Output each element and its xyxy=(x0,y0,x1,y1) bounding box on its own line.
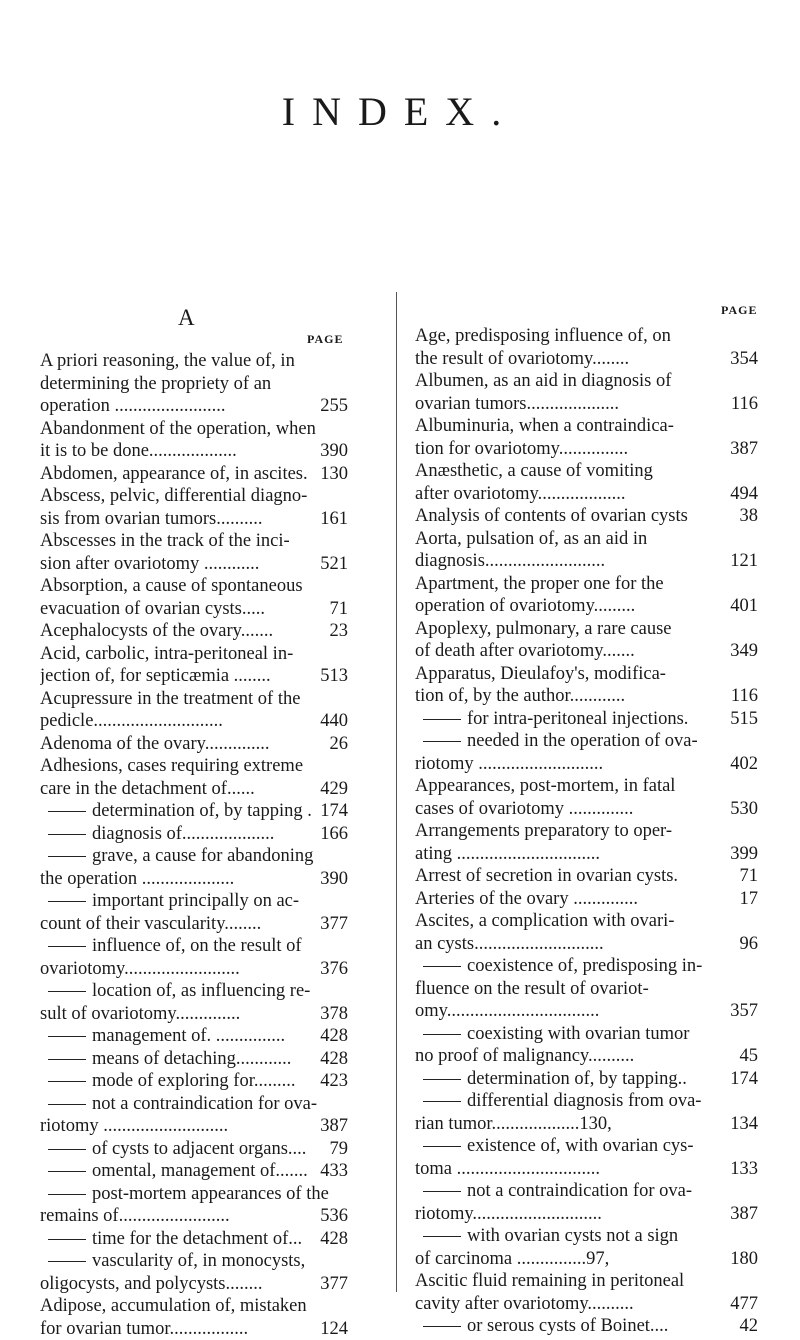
index-entry-line xyxy=(40,485,348,508)
entry-text: care in the detachment of...... xyxy=(40,779,255,799)
index-entry-line xyxy=(415,640,758,663)
index-entry-line xyxy=(40,530,348,553)
repeat-dash xyxy=(48,811,86,812)
index-entry-line xyxy=(40,1183,348,1206)
page-number: 45 xyxy=(740,1045,759,1068)
index-entry-line xyxy=(40,1070,348,1093)
entry-text: count of their vascularity........ xyxy=(40,914,261,934)
repeat-dash xyxy=(48,1171,86,1172)
index-entry-line xyxy=(40,1295,348,1318)
page-number: 124 xyxy=(320,1318,348,1340)
index-entry-line xyxy=(415,1270,758,1293)
repeat-dash xyxy=(48,834,86,835)
index-entry-line xyxy=(40,935,348,958)
entry-text: Absorption, a cause of spontaneous xyxy=(40,576,303,596)
repeat-dash xyxy=(48,1104,86,1105)
entry-text: ovariotomy......................... xyxy=(40,959,240,979)
repeat-dash xyxy=(423,1146,461,1147)
repeat-dash xyxy=(48,1036,86,1037)
page-number: 429 xyxy=(320,778,348,801)
index-entry-line xyxy=(40,373,348,396)
repeat-dash xyxy=(423,1191,461,1192)
repeat-dash xyxy=(423,719,461,720)
repeat-dash xyxy=(48,1261,86,1262)
index-entry-line xyxy=(40,440,348,463)
entry-text: Albumen, as an aid in diagnosis of xyxy=(415,371,671,391)
index-entry-line xyxy=(415,865,758,888)
index-entry-line xyxy=(415,505,758,528)
index-entry-line xyxy=(40,1250,348,1273)
entry-text: Apoplexy, pulmonary, a rare cause xyxy=(415,619,672,639)
page-number: 399 xyxy=(730,843,758,866)
index-entry-line xyxy=(40,1003,348,1026)
page-number: 96 xyxy=(740,933,759,956)
index-entry-line xyxy=(40,1160,348,1183)
entry-text: Aorta, pulsation of, as an aid in xyxy=(415,529,647,549)
index-entry-line xyxy=(415,1068,758,1091)
page-number: 174 xyxy=(730,1068,758,1091)
index-entry-line xyxy=(415,730,758,753)
entry-text: toma ............................... xyxy=(415,1159,600,1179)
repeat-dash xyxy=(48,1239,86,1240)
entry-text: coexistence of, predisposing in- xyxy=(467,956,702,976)
repeat-dash xyxy=(423,741,461,742)
page-column-heading-right: PAGE xyxy=(721,303,757,318)
index-entry-line xyxy=(40,1048,348,1071)
index-entry-line xyxy=(40,575,348,598)
entry-text: riotomy............................ xyxy=(415,1204,602,1224)
index-entry-line xyxy=(40,868,348,891)
index-entry-line xyxy=(415,955,758,978)
entry-text: fluence on the result of ovariot- xyxy=(415,979,649,999)
page-number: 130 xyxy=(320,463,348,486)
index-entry-line xyxy=(40,778,348,801)
index-entry-line xyxy=(40,463,348,486)
page-number: 433 xyxy=(320,1160,348,1183)
index-entry-line xyxy=(415,370,758,393)
index-entry-line xyxy=(40,1025,348,1048)
index-entry-line xyxy=(415,843,758,866)
entry-text: determining the propriety of an xyxy=(40,374,271,394)
page-number: 121 xyxy=(730,550,758,573)
entry-text: operation of ovariotomy......... xyxy=(415,596,635,616)
entry-text: Adipose, accumulation of, mistaken xyxy=(40,1296,307,1316)
index-entry-line xyxy=(415,415,758,438)
entry-text: of cysts to adjacent organs.... xyxy=(92,1139,306,1159)
entry-text: the operation .................... xyxy=(40,869,234,889)
index-column-left xyxy=(40,350,348,1340)
index-entry-line xyxy=(40,710,348,733)
index-entry-line xyxy=(40,1228,348,1251)
entry-text: an cysts............................ xyxy=(415,934,604,954)
entry-text: grave, a cause for abandoning xyxy=(92,846,313,866)
index-entry-line xyxy=(40,620,348,643)
entry-text: Arteries of the ovary .............. xyxy=(415,889,638,909)
entry-text: not a contraindication for ova- xyxy=(92,1094,317,1114)
entry-text: riotomy ........................... xyxy=(40,1116,228,1136)
entry-text: evacuation of ovarian cysts..... xyxy=(40,599,265,619)
entry-text: means of detaching............ xyxy=(92,1049,291,1069)
entry-text: Acephalocysts of the ovary....... xyxy=(40,621,273,641)
entry-text: mode of exploring for......... xyxy=(92,1071,295,1091)
entry-text: operation ........................ xyxy=(40,396,226,416)
repeat-dash xyxy=(423,1079,461,1080)
index-entry-line xyxy=(40,958,348,981)
index-entry-line xyxy=(415,1225,758,1248)
index-entry-line xyxy=(40,733,348,756)
entry-text: rian tumor...................130, xyxy=(415,1114,612,1134)
page-number: 349 xyxy=(730,640,758,663)
page-number: 38 xyxy=(740,505,759,528)
page-number: 536 xyxy=(320,1205,348,1228)
entry-text: ovarian tumors.................... xyxy=(415,394,619,414)
entry-text: for intra-peritoneal injections. xyxy=(467,709,688,729)
index-entry-line xyxy=(40,890,348,913)
page-number: 440 xyxy=(320,710,348,733)
index-entry-line xyxy=(415,1090,758,1113)
page-number: 71 xyxy=(740,865,759,888)
index-entry-line xyxy=(40,598,348,621)
page-number: 423 xyxy=(320,1070,348,1093)
page-number: 161 xyxy=(320,508,348,531)
index-entry-line xyxy=(40,395,348,418)
entry-text: no proof of malignancy.......... xyxy=(415,1046,634,1066)
index-entry-line xyxy=(415,595,758,618)
entry-text: with ovarian cysts not a sign xyxy=(467,1226,678,1246)
index-entry-line xyxy=(415,663,758,686)
index-entry-line xyxy=(415,1023,758,1046)
index-entry-line xyxy=(415,753,758,776)
entry-text: riotomy ........................... xyxy=(415,754,603,774)
page-number: 357 xyxy=(730,1000,758,1023)
entry-text: oligocysts, and polycysts........ xyxy=(40,1274,263,1294)
entry-text: Acupressure in the treatment of the xyxy=(40,689,300,709)
entry-text: post-mortem appearances of the xyxy=(92,1184,329,1204)
repeat-dash xyxy=(48,1059,86,1060)
page-number: 428 xyxy=(320,1228,348,1251)
entry-text: cases of ovariotomy .............. xyxy=(415,799,633,819)
page-number: 354 xyxy=(730,348,758,371)
page-number: 513 xyxy=(320,665,348,688)
page-number: 377 xyxy=(320,1273,348,1296)
repeat-dash xyxy=(48,1194,86,1195)
index-entry-line xyxy=(415,685,758,708)
section-letter: A xyxy=(178,305,195,331)
repeat-dash xyxy=(423,1236,461,1237)
entry-text: or serous cysts of Boinet.... xyxy=(467,1316,668,1336)
entry-text: existence of, with ovarian cys- xyxy=(467,1136,694,1156)
index-entry-line xyxy=(40,350,348,373)
index-entry-line xyxy=(415,775,758,798)
index-entry-line xyxy=(415,550,758,573)
index-entry-line xyxy=(40,800,348,823)
page-number: 42 xyxy=(740,1315,759,1338)
index-entry-line xyxy=(415,528,758,551)
index-entry-line xyxy=(40,553,348,576)
entry-text: not a contraindication for ova- xyxy=(467,1181,692,1201)
page-number: 79 xyxy=(330,1138,349,1161)
index-column-right xyxy=(415,325,758,1338)
entry-text: of death after ovariotomy....... xyxy=(415,641,635,661)
index-entry-line xyxy=(40,688,348,711)
page-number: 387 xyxy=(730,1203,758,1226)
index-entry-line xyxy=(40,643,348,666)
page-number: 376 xyxy=(320,958,348,981)
index-entry-line xyxy=(415,1315,758,1338)
entry-text: important principally on ac- xyxy=(92,891,299,911)
page-number: 515 xyxy=(730,708,758,731)
index-entry-line xyxy=(40,913,348,936)
repeat-dash xyxy=(48,1149,86,1150)
repeat-dash xyxy=(48,901,86,902)
index-entry-line xyxy=(415,438,758,461)
entry-text: Adenoma of the ovary.............. xyxy=(40,734,269,754)
entry-text: jection of, for septicæmia ........ xyxy=(40,666,271,686)
page-number: 71 xyxy=(330,598,349,621)
entry-text: omental, management of....... xyxy=(92,1161,308,1181)
index-entry-line xyxy=(415,910,758,933)
index-entry-line xyxy=(415,1203,758,1226)
page-number: 180 xyxy=(730,1248,758,1271)
index-entry-line xyxy=(415,708,758,731)
entry-text: it is to be done................... xyxy=(40,441,237,461)
entry-text: sion after ovariotomy ............ xyxy=(40,554,259,574)
entry-text: Arrest of secretion in ovarian cysts. xyxy=(415,866,678,886)
page-number: 174 xyxy=(320,800,348,823)
entry-text: Abscesses in the track of the inci- xyxy=(40,531,290,551)
page-number: 428 xyxy=(320,1025,348,1048)
entry-text: management of. ............... xyxy=(92,1026,285,1046)
entry-text: for ovarian tumor................. xyxy=(40,1319,248,1339)
entry-text: the result of ovariotomy........ xyxy=(415,349,629,369)
entry-text: tion for ovariotomy............... xyxy=(415,439,628,459)
entry-text: of carcinoma ...............97, xyxy=(415,1249,609,1269)
page-number: 17 xyxy=(740,888,759,911)
repeat-dash xyxy=(423,1034,461,1035)
index-entry-line xyxy=(415,460,758,483)
index-entry-line xyxy=(415,1000,758,1023)
entry-text: diagnosis.......................... xyxy=(415,551,605,571)
index-entry-line xyxy=(415,1293,758,1316)
entry-text: Abscess, pelvic, differential diagno- xyxy=(40,486,307,506)
repeat-dash xyxy=(423,1326,461,1327)
index-entry-line xyxy=(415,1135,758,1158)
index-entry-line xyxy=(40,1273,348,1296)
entry-text: A priori reasoning, the value of, in xyxy=(40,351,295,371)
index-entry-line xyxy=(415,348,758,371)
page-number: 530 xyxy=(730,798,758,821)
entry-text: influence of, on the result of xyxy=(92,936,302,956)
entry-text: coexisting with ovarian tumor xyxy=(467,1024,689,1044)
index-entry-line xyxy=(415,1180,758,1203)
entry-text: after ovariotomy................... xyxy=(415,484,625,504)
entry-text: Appearances, post-mortem, in fatal xyxy=(415,776,675,796)
entry-text: Acid, carbolic, intra-peritoneal in- xyxy=(40,644,293,664)
entry-text: Ascitic fluid remaining in peritoneal xyxy=(415,1271,684,1291)
index-entry-line xyxy=(40,845,348,868)
index-entry-line xyxy=(40,1205,348,1228)
index-entry-line xyxy=(40,665,348,688)
page-number: 166 xyxy=(320,823,348,846)
repeat-dash xyxy=(423,966,461,967)
entry-text: Analysis of contents of ovarian cysts xyxy=(415,506,688,526)
index-entry-line xyxy=(415,888,758,911)
index-entry-line xyxy=(40,418,348,441)
page-number: 378 xyxy=(320,1003,348,1026)
entry-text: Albuminuria, when a contraindica- xyxy=(415,416,674,436)
index-entry-line xyxy=(415,483,758,506)
entry-text: pedicle............................ xyxy=(40,711,223,731)
index-entry-line xyxy=(415,1045,758,1068)
entry-text: diagnosis of.................... xyxy=(92,824,274,844)
index-entry-line xyxy=(415,1113,758,1136)
page-number: 390 xyxy=(320,440,348,463)
entry-text: Anæsthetic, a cause of vomiting xyxy=(415,461,653,481)
index-entry-line xyxy=(40,1093,348,1116)
index-entry-line xyxy=(415,618,758,641)
entry-text: Arrangements preparatory to oper- xyxy=(415,821,672,841)
index-entry-line xyxy=(415,798,758,821)
entry-text: Abdomen, appearance of, in ascites. xyxy=(40,464,308,484)
index-entry-line xyxy=(415,1158,758,1181)
index-entry-line xyxy=(415,1248,758,1271)
page-number: 377 xyxy=(320,913,348,936)
index-entry-line xyxy=(40,755,348,778)
index-entry-line xyxy=(415,573,758,596)
repeat-dash xyxy=(48,1081,86,1082)
page-column-heading-left: PAGE xyxy=(307,332,343,347)
entry-text: differential diagnosis from ova- xyxy=(467,1091,701,1111)
entry-text: Apparatus, Dieulafoy's, modifica- xyxy=(415,664,666,684)
index-entry-line xyxy=(40,508,348,531)
page-number: 494 xyxy=(730,483,758,506)
index-entry-line xyxy=(415,820,758,843)
entry-text: omy................................. xyxy=(415,1001,599,1021)
page-number: 116 xyxy=(731,393,758,416)
page-number: 255 xyxy=(320,395,348,418)
page-number: 521 xyxy=(320,553,348,576)
repeat-dash xyxy=(48,946,86,947)
index-entry-line xyxy=(415,393,758,416)
entry-text: Adhesions, cases requiring extreme xyxy=(40,756,303,776)
entry-text: remains of........................ xyxy=(40,1206,230,1226)
page-number: 402 xyxy=(730,753,758,776)
repeat-dash xyxy=(48,991,86,992)
index-entry-line xyxy=(40,823,348,846)
entry-text: Age, predisposing influence of, on xyxy=(415,326,671,346)
index-entry-line xyxy=(40,980,348,1003)
page-number: 23 xyxy=(330,620,349,643)
repeat-dash xyxy=(423,1101,461,1102)
page-number: 390 xyxy=(320,868,348,891)
index-entry-line xyxy=(40,1115,348,1138)
page-number: 477 xyxy=(730,1293,758,1316)
entry-text: determination of, by tapping . xyxy=(92,801,312,821)
entry-text: sis from ovarian tumors.......... xyxy=(40,509,263,529)
entry-text: needed in the operation of ova- xyxy=(467,731,698,751)
entry-text: sult of ovariotomy.............. xyxy=(40,1004,240,1024)
index-entry-line xyxy=(415,978,758,1001)
index-entry-line xyxy=(415,933,758,956)
entry-text: Abandonment of the operation, when xyxy=(40,419,316,439)
page-number: 387 xyxy=(730,438,758,461)
entry-text: cavity after ovariotomy.......... xyxy=(415,1294,634,1314)
page-number: 26 xyxy=(330,733,349,756)
page-number: 401 xyxy=(730,595,758,618)
repeat-dash xyxy=(48,856,86,857)
page-number: 116 xyxy=(731,685,758,708)
index-entry-line xyxy=(415,325,758,348)
index-entry-line xyxy=(40,1138,348,1161)
entry-text: Apartment, the proper one for the xyxy=(415,574,664,594)
column-divider xyxy=(396,292,397,1292)
entry-text: ating ............................... xyxy=(415,844,600,864)
page-number: 428 xyxy=(320,1048,348,1071)
page-title: INDEX. xyxy=(0,88,800,135)
entry-text: Ascites, a complication with ovari- xyxy=(415,911,674,931)
entry-text: location of, as influencing re- xyxy=(92,981,310,1001)
entry-text: determination of, by tapping.. xyxy=(467,1069,687,1089)
entry-text: time for the detachment of... xyxy=(92,1229,302,1249)
page-number: 133 xyxy=(730,1158,758,1181)
page-number: 387 xyxy=(320,1115,348,1138)
entry-text: tion of, by the author............ xyxy=(415,686,625,706)
entry-text: vascularity of, in monocysts, xyxy=(92,1251,305,1271)
page-number: 134 xyxy=(730,1113,758,1136)
